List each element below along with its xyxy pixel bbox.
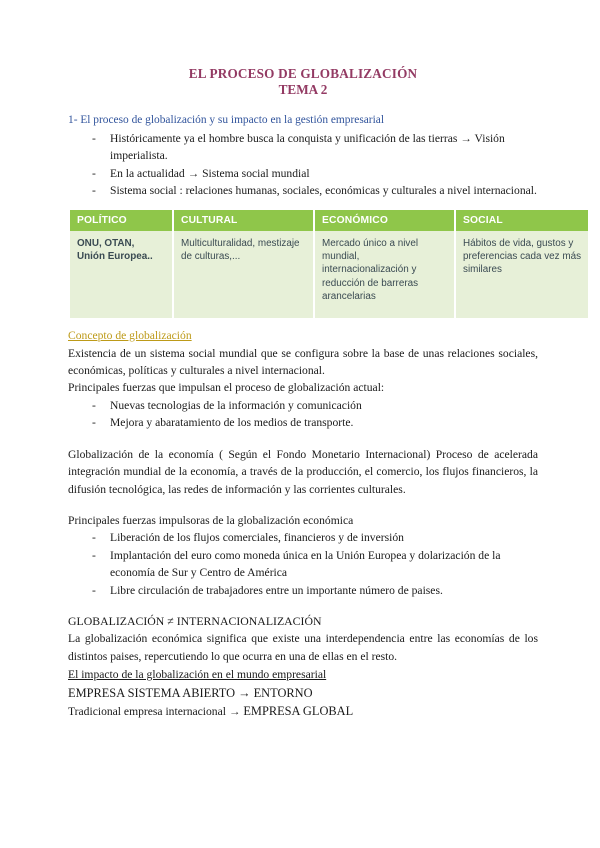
section-4-heading: GLOBALIZACIÓN ≠ INTERNACIONALIZACIÓN xyxy=(68,613,322,628)
section-4-line-2-emphasis: EMPRESA GLOBAL xyxy=(243,703,354,718)
section-4-subheading: El impacto de la globalización en el mundo empresarial xyxy=(68,668,327,682)
table-cell-social: Hábitos de vida, gustos y preferencias cada vez más similares xyxy=(456,231,588,318)
section-1-heading: 1- El proceso de globalización y su impacto en la gestión empresarial xyxy=(68,114,384,126)
paragraph-spacer xyxy=(68,599,538,613)
section-3-paragraph: Globalización de la economía ( Según el Fondo Monetario Internacional) Proceso de acelerada integración mundial de la economía, a través de la producción, el comercio, los flujos financieros, la difusión tecnológica, las redes de información y las corrientes culturales. xyxy=(68,447,538,496)
table-header-row xyxy=(70,210,588,231)
section-4-subheading-wrap xyxy=(68,665,538,683)
section-2-paragraph: Existencia de un sistema social mundial que se configura sobre la base de unas relaciones sociales, económicas, políticas y culturales a nivel internacional. xyxy=(68,346,538,378)
paragraph-spacer xyxy=(68,432,538,446)
list-item: - Nuevas tecnologias de la información y comunicación xyxy=(68,397,538,414)
globalization-dimensions-table xyxy=(68,210,590,318)
table-row xyxy=(70,231,588,318)
section-2-heading: Concepto de globalización xyxy=(68,328,192,342)
section-4-line-2 xyxy=(68,702,538,721)
section-2-bullet-list xyxy=(68,397,538,432)
table-cell-politico: ONU, OTAN, Unión Europea.. xyxy=(70,231,172,318)
list-item: - En la actualidad → Sistema social mundial xyxy=(68,165,538,182)
list-item: - Liberación de los flujos comerciales, financieros y de inversión xyxy=(68,529,538,546)
list-item: - Históricamente ya el hombre busca la conquista y unificación de las tierras → Visión imperialista. xyxy=(68,130,538,165)
section-3-bullet-list xyxy=(68,529,538,599)
paragraph-spacer xyxy=(68,498,538,512)
list-item: - Mejora y abaratamiento de los medios de transporte. xyxy=(68,414,538,431)
section-1-bullet-list xyxy=(68,130,538,200)
table-header-social: SOCIAL xyxy=(456,210,588,231)
section-3-lead-in: Principales fuerzas impulsoras de la globalización económica xyxy=(68,513,354,527)
table-cell-cultural: Multiculturalidad, mestizaje de culturas,... xyxy=(174,231,313,318)
list-item: - Libre circulación de trabajadores entre un importante número de paises. xyxy=(68,582,538,599)
list-item: - Implantación del euro como moneda única en la Unión Europea y dolarización de la economía de Sur y Centro de América xyxy=(68,547,538,582)
table-header-politico: POLÍTICO xyxy=(70,210,172,231)
table-header-cultural: CULTURAL xyxy=(174,210,313,231)
table-header-economico: ECONÓMICO xyxy=(315,210,454,231)
section-4-line-2-prefix: Tradicional empresa internacional → xyxy=(68,704,244,718)
document-subtitle: TEMA 2 xyxy=(278,81,328,97)
list-item: - Sistema social : relaciones humanas, sociales, económicas y culturales a nivel internacional. xyxy=(68,182,538,199)
section-2-heading-wrap xyxy=(68,324,538,345)
section-4-paragraph: La globalización económica significa que existe una interdependencia entre las economías de los distintos paises, repercutiendo lo que ocurra en una de ellas en el resto. xyxy=(68,632,538,663)
document-title: EL PROCESO DE GLOBALIZACIÓN xyxy=(188,66,418,81)
section-4-line-1: EMPRESA SISTEMA ABIERTO → ENTORNO xyxy=(68,685,313,700)
table-cell-economico: Mercado único a nivel mundial, internacionalización y reducción de barreras arancelarias xyxy=(315,231,454,318)
section-2-lead-in: Principales fuerzas que impulsan el proceso de globalización actual: xyxy=(68,381,385,395)
